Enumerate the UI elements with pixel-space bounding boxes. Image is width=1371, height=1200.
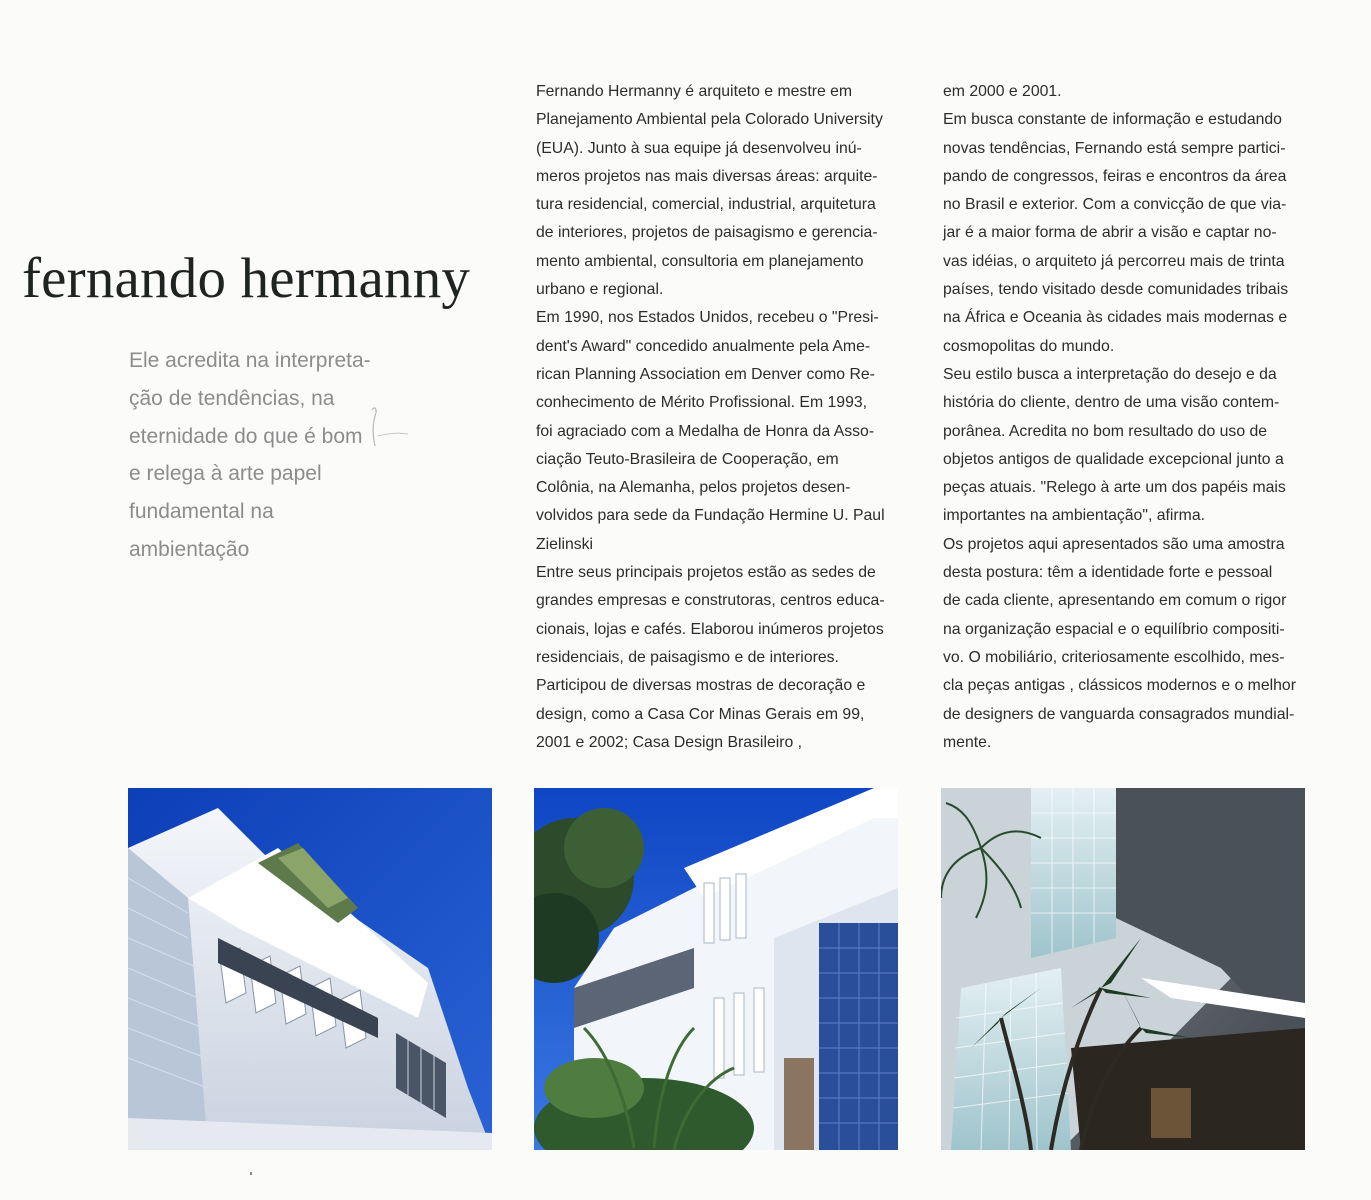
text-line: de interiores, projetos de paisagismo e gerencia- [536, 224, 878, 242]
text-line: pando de congressos, feiras e encontros da área [943, 167, 1287, 185]
text-line: (EUA). Junto à sua equipe já desenvolveu inú- [536, 139, 862, 157]
text-line: objetos antigos de qualidade excepcional junto a [943, 450, 1284, 468]
pen-mark-icon [366, 402, 410, 452]
text-line: porânea. Acredita no bom resultado do uso de [943, 422, 1268, 440]
text-line: na África e Oceania às cidades mais modernas e [943, 309, 1288, 327]
text-line: mento ambiental, consultoria em planejamento [536, 252, 864, 270]
pull-quote-line: ambientação [129, 537, 250, 561]
text-line: Participou de diversas mostras de decoração e [536, 677, 866, 695]
text-line: na organização espacial e o equilíbrio compositi- [943, 620, 1285, 638]
text-line: em 2000 e 2001. [943, 83, 1062, 100]
text-line: no Brasil e exterior. Com a convicção de que via- [943, 196, 1287, 214]
text-line: mente. [943, 733, 992, 751]
text-line: cionais, lojas e cafés. Elaborou inúmeros projetos [536, 620, 884, 638]
text-line: grandes empresas e construtoras, centros educa- [536, 592, 885, 610]
text-line: Planejamento Ambiental pela Colorado University [536, 111, 883, 129]
text-line: Colônia, na Alemanha, pelos projetos desen- [536, 479, 851, 497]
text-line: de designers de vanguarda consagrados mundial- [943, 705, 1295, 723]
pull-quote-line: Ele acredita na interpreta- [129, 349, 371, 372]
photo-house-exterior [534, 788, 898, 1150]
text-line: meros projetos nas mais diversas áreas: arquite- [536, 167, 878, 185]
text-line: Zielinski [536, 535, 594, 553]
text-line: Entre seus principais projetos estão as sedes de [536, 564, 876, 582]
text-line: cla peças antigas , clássicos modernos e o melhor [943, 677, 1296, 695]
pull-quote-line: eternidade do que é bom [129, 424, 363, 448]
text-line: urbano e regional. [536, 281, 664, 299]
photo-building-facade [128, 788, 492, 1150]
text-line: tura residencial, comercial, industrial, arquitetura [536, 196, 876, 214]
text-line: novas tendências, Fernando está sempre partici- [943, 139, 1286, 157]
pull-quote-line: ção de tendências, na [129, 386, 335, 410]
text-line: Os projetos aqui apresentados são uma amostra [943, 535, 1285, 553]
pull-quote [129, 342, 399, 569]
page-title: fernando hermanny [22, 247, 471, 310]
text-line: rican Planning Association em Denver como Re- [536, 365, 875, 383]
text-line: Em busca constante de informação e estudando [943, 111, 1282, 129]
text-line: peças atuais. "Relego à arte um dos papéis mais [943, 479, 1286, 497]
text-line: Em 1990, nos Estados Unidos, recebeu o "Presi- [536, 309, 879, 327]
text-line: design, como a Casa Cor Minas Gerais em 99, [536, 705, 865, 723]
text-line: jar é a maior forma de abrir a visão e captar no- [943, 224, 1277, 242]
pull-quote-line: e relega à arte papel [129, 462, 322, 486]
text-line: importantes na ambientação", afirma. [943, 507, 1205, 525]
text-line: 2001 e 2002; Casa Design Brasileiro , [536, 733, 803, 751]
text-line: residenciais, de paisagismo e de interiores. [536, 648, 839, 666]
text-line: ciação Teuto-Brasileira de Cooperação, em [536, 450, 839, 468]
text-line: países, tendo visitado desde comunidades tribais [943, 281, 1289, 299]
text-line: dent's Award" concedido anualmente pela Ame- [536, 337, 871, 355]
photo-interior-atrium [941, 788, 1305, 1150]
pull-quote-line: fundamental na [129, 500, 274, 524]
text-line: história do cliente, dentro de uma visão contem- [943, 394, 1280, 412]
text-line: vo. O mobiliário, criteriosamente escolhido, mes- [943, 648, 1285, 666]
text-line: conhecimento de Mérito Profissional. Em 1993, [536, 394, 868, 412]
text-line: foi agraciado com a Medalha de Honra da Asso- [536, 422, 875, 440]
text-line: Fernando Hermanny é arquiteto e mestre em [536, 83, 853, 100]
text-line: Seu estilo busca a interpretação do desejo e da [943, 365, 1277, 383]
print-speck [250, 1172, 252, 1175]
text-line: vas idéias, o arquiteto já percorreu mais de trinta [943, 252, 1285, 270]
text-line: volvidos para sede da Fundação Hermine U. Paul [536, 507, 885, 525]
article-column-1 [536, 78, 896, 757]
article-column-2 [943, 78, 1313, 757]
text-line: desta postura: têm a identidade forte e pessoal [943, 564, 1273, 582]
text-line: cosmopolitas do mundo. [943, 337, 1115, 355]
text-line: de cada cliente, apresentando em comum o rigor [943, 592, 1287, 610]
